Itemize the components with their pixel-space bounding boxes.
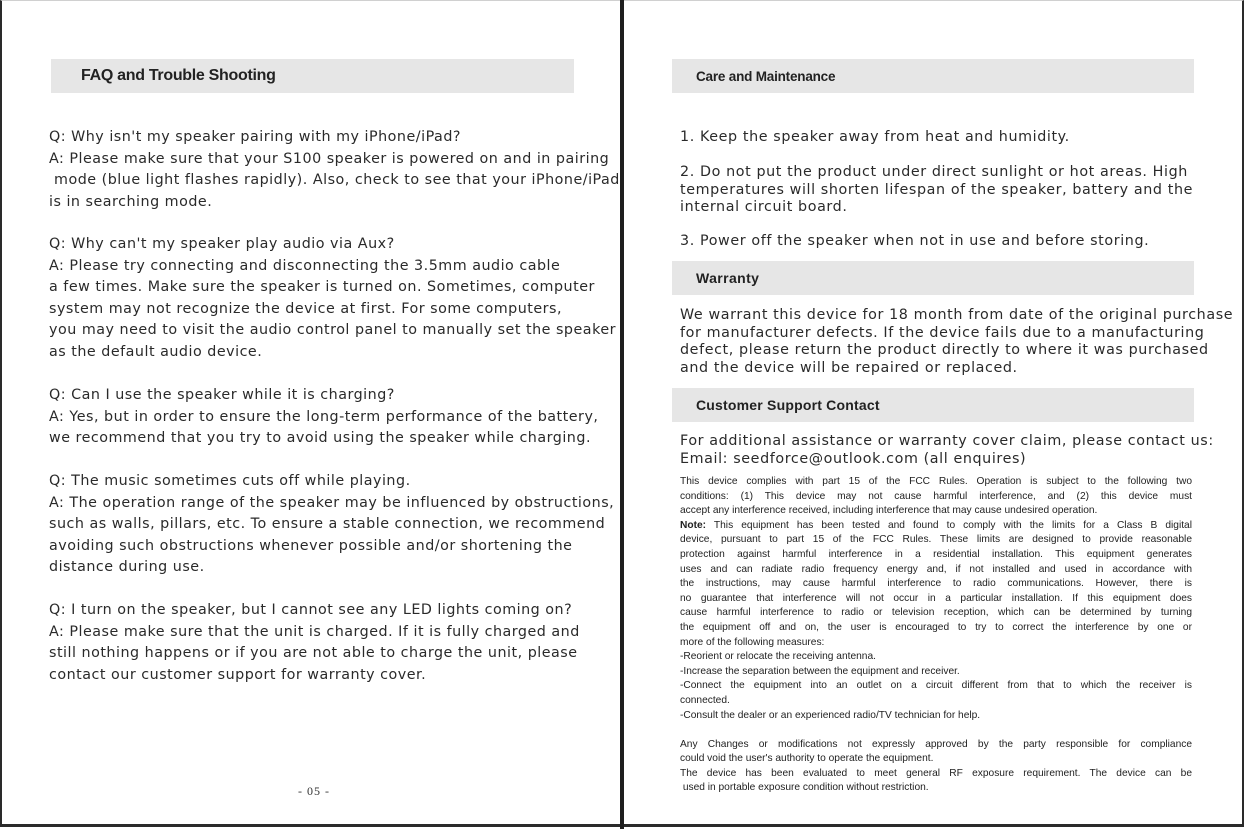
fcc-line: used in portable exposure condition without restriction. [680, 782, 929, 794]
care-line: 3. Power off the speaker when not in use and before storing. [680, 233, 1150, 249]
care-item-2 [680, 164, 1220, 217]
fcc-line: no guarantee that interference will not occur in a particular installation. If this equipment does [680, 592, 1192, 604]
fcc-measure: -Increase the separation between the equipment and receiver. [680, 665, 960, 677]
fcc-note-text: This equipment has been tested and found to comply with the limits for a Class B digital [706, 519, 1192, 531]
faq-item-pairing [49, 127, 620, 213]
care-line: internal circuit board. [680, 199, 848, 215]
faq-item-charging [49, 385, 599, 450]
fcc-line: device, pursuant to part 15 of the FCC Rules. These limits are designed to provide reasonable [680, 534, 1192, 546]
warranty-line: and the device will be repaired or replaced. [680, 359, 1018, 376]
care-item-3 [680, 233, 1220, 251]
faq-line: such as walls, pillars, etc. To ensure a stable connection, we recommend [49, 516, 606, 532]
faq-line: Q: I turn on the speaker, but I cannot see any LED lights coming on? [49, 602, 573, 618]
faq-item-led [49, 600, 589, 686]
warranty-line: We warrant this device for 18 month from date of the original purchase [680, 307, 1234, 323]
fcc-measure: -Reorient or relocate the receiving antenna. [680, 651, 876, 663]
support-email: Email: seedforce@outlook.com (all enquires) [680, 450, 1027, 467]
faq-line: Q: Can I use the speaker while it is charging? [49, 387, 395, 403]
care-item-1 [680, 129, 1220, 147]
fcc-line: The device has been evaluated to meet general RF exposure requirement. The device can be [680, 767, 1192, 779]
fcc-line: uses and can radiate radio frequency energy and, if not installed and used in accordance with [680, 563, 1192, 575]
fcc-measure: -Connect the equipment into an outlet on a circuit different from that to which the receiver is [680, 680, 1192, 692]
care-heading: Care and Maintenance [672, 59, 1194, 93]
faq-line: Q: Why isn't my speaker pairing with my iPhone/iPad? [49, 129, 461, 145]
fcc-note-label: Note: [680, 519, 707, 531]
fcc-line: Any Changes or modifications not expressly approved by the party responsible for compliance [680, 738, 1192, 750]
faq-line: A: Please make sure that your S100 speaker is powered on and in pairing [49, 150, 610, 167]
warranty-line: for manufacturer defects. If the device fails due to a manufacturing [680, 324, 1205, 341]
fcc-line: the instructions, may cause harmful interference to radio communications. However, there is [680, 578, 1192, 590]
fcc-line: protection against harmful interference in a residential installation. This equipment generates [680, 548, 1192, 560]
left-page [0, 0, 620, 827]
fcc-line: the equipment off and on, the user is encouraged to try to correct the interference by one or [680, 621, 1192, 633]
fcc-line: could void the user's authority to operate the equipment. [680, 753, 934, 765]
faq-line: Q: The music sometimes cuts off while playing. [49, 473, 411, 489]
care-line: temperatures will shorten lifespan of the speaker, battery and the [680, 181, 1193, 198]
fcc-note-line [680, 519, 1192, 534]
fcc-line: conditions: (1) This device may not cause harmful interference, and (2) this device must [680, 490, 1192, 502]
support-heading: Customer Support Contact [672, 388, 1194, 422]
fcc-measure: -Consult the dealer or an experienced radio/TV technician for help. [680, 709, 981, 721]
fcc-measure: connected. [680, 694, 730, 706]
faq-line: system may not recognize the device at first. For some computers, [49, 300, 563, 317]
fcc-line: cause harmful interference to radio or television reception, which can be determined by turning [680, 607, 1192, 619]
faq-line: contact our customer support for warranty cover. [49, 666, 427, 683]
faq-line: we recommend that you try to avoid using the speaker while charging. [49, 430, 591, 446]
warranty-text [680, 307, 1234, 377]
faq-line: avoiding such obstructions whenever possible and/or shortening the [49, 537, 573, 554]
right-page [624, 0, 1244, 827]
care-line: 2. Do not put the product under direct sunlight or hot areas. High [680, 164, 1188, 180]
faq-line: A: Yes, but in order to ensure the long-term performance of the battery, [49, 408, 599, 425]
warranty-line: defect, please return the product directly to where it was purchased [680, 342, 1209, 358]
faq-line: A: Please try connecting and disconnecting the 3.5mm audio cable [49, 257, 561, 274]
support-text [680, 433, 1220, 468]
faq-heading: FAQ and Trouble Shooting [51, 59, 574, 93]
fcc-line: more of the following measures: [680, 636, 825, 648]
faq-line: distance during use. [49, 559, 205, 575]
fcc-statement [680, 475, 1192, 796]
fcc-spacer [680, 723, 1192, 738]
faq-line: as the default audio device. [49, 343, 263, 360]
faq-line: mode (blue light flashes rapidly). Also, check to see that your iPhone/iPad [49, 172, 620, 188]
faq-line: A: Please make sure that the unit is charged. If it is fully charged and [49, 623, 580, 640]
page-number: - 05 - [298, 784, 330, 798]
fcc-line: accept any interference received, including interference that may cause undesired operation. [680, 505, 1098, 517]
faq-line: you may need to visit the audio control panel to manually set the speaker [49, 322, 617, 338]
fcc-line: This device complies with part 15 of the FCC Rules. Operation is subject to the following two [680, 476, 1192, 487]
support-line: For additional assistance or warranty cover claim, please contact us: [680, 433, 1214, 449]
faq-line: still nothing happens or if you are not able to charge the unit, please [49, 645, 578, 661]
faq-line: A: The operation range of the speaker may be influenced by obstructions, [49, 494, 615, 511]
faq-item-music-cuts [49, 471, 615, 579]
faq-line: is in searching mode. [49, 193, 213, 210]
warranty-heading: Warranty [672, 261, 1194, 295]
faq-line: a few times. Make sure the speaker is turned on. Sometimes, computer [49, 279, 595, 295]
faq-item-aux [49, 234, 617, 363]
faq-line: Q: Why can't my speaker play audio via Aux? [49, 236, 395, 252]
care-line: 1. Keep the speaker away from heat and humidity. [680, 129, 1070, 145]
